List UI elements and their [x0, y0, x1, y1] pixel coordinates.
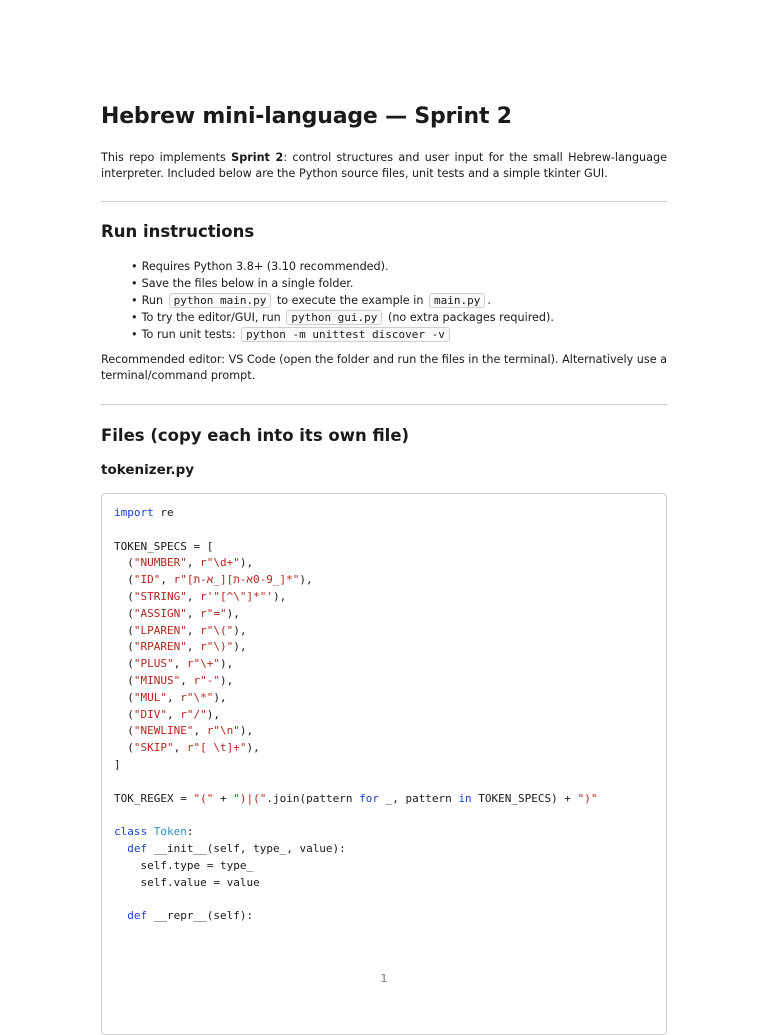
code-text: (: [114, 589, 134, 603]
code-text: ,: [167, 690, 181, 704]
code-text: __repr__(self):: [147, 909, 254, 923]
code-text: ),: [220, 657, 234, 671]
list-item-text: Save the files below in a single folder.: [141, 277, 354, 290]
code-text: __init__(self, type_, value):: [147, 841, 346, 855]
intro-bold: Sprint 2: [231, 151, 284, 164]
intro-text-post: : control structures and user input for the small Hebrew-language interpreter. Included below are the Python source files, unit tests and a simple tkinter GUI.: [101, 151, 667, 180]
code-keyword: in: [458, 791, 472, 805]
code-string: r"[ \t]+": [186, 741, 247, 755]
code-content: [114, 505, 598, 925]
code-line: [114, 724, 253, 737]
code-text: ),: [239, 724, 254, 738]
code-keyword: def: [127, 841, 148, 855]
page-number: 1: [380, 972, 388, 985]
code-text: ),: [233, 623, 247, 637]
code-line: [114, 842, 346, 855]
code-text: ,: [186, 640, 201, 654]
code-string: "NUMBER": [133, 556, 187, 570]
code-string: "STRING": [133, 589, 187, 603]
code-text: ,: [173, 741, 187, 755]
divider: [101, 404, 667, 405]
inline-code: main.py: [429, 293, 485, 308]
code-text: ),: [272, 589, 287, 603]
code-string: "PLUS": [133, 657, 174, 671]
code-text: ),: [219, 673, 234, 687]
list-item: • Run python main.py to execute the example in main.py .: [131, 294, 491, 307]
code-line: [114, 556, 253, 569]
code-text: TOKEN_SPECS) +: [471, 791, 578, 805]
code-string: "SKIP": [133, 741, 174, 755]
code-line: [114, 825, 194, 838]
code-text: self.value = value: [114, 875, 260, 889]
code-block: [101, 493, 667, 1035]
code-text: ,: [167, 707, 181, 721]
code-text: TOKEN_SPECS = [: [114, 539, 214, 553]
code-text: (: [114, 741, 134, 755]
code-text: (: [114, 573, 134, 587]
page-title: Hebrew mini-language — Sprint 2: [101, 104, 512, 129]
code-class-name: Token: [153, 825, 187, 839]
list-item: • To run unit tests: python -m unittest discover -v: [131, 326, 554, 343]
inline-code: python main.py: [169, 293, 272, 308]
code-string: "RPAREN": [133, 640, 187, 654]
code-text: ,: [186, 556, 201, 570]
code-text: ),: [239, 556, 254, 570]
code-string: r'"[^\"]*"': [200, 589, 273, 603]
run-instructions-list: [131, 258, 554, 343]
file-name-heading: tokenizer.py: [101, 462, 195, 478]
code-text: re: [153, 506, 174, 519]
code-line: [114, 590, 286, 603]
code-line: [114, 640, 246, 653]
code-string: r"\)": [200, 640, 234, 654]
code-string: r"/": [180, 707, 207, 721]
intro-paragraph: [101, 150, 667, 182]
code-text: ),: [226, 606, 240, 620]
inline-code: python gui.py: [286, 310, 382, 325]
code-line: [114, 792, 598, 805]
code-string: "ASSIGN": [133, 606, 187, 620]
code-text: ,: [173, 657, 187, 671]
list-item: • Save the files below in a single folder.: [131, 277, 354, 290]
files-heading: Files (copy each into its own file): [101, 426, 410, 445]
code-text: self.type = type_: [114, 858, 254, 872]
code-string: "MINUS": [133, 673, 181, 687]
code-line: [114, 741, 260, 754]
list-item: • Requires Python 3.8+ (3.10 recommended).: [131, 260, 389, 273]
list-item-text: Requires Python 3.8+ (3.10 recommended).: [141, 260, 389, 273]
code-text: (: [114, 623, 134, 637]
code-string: ")": [577, 791, 598, 805]
list-item-text: .: [487, 294, 491, 307]
code-keyword: def: [127, 909, 148, 923]
code-string: r"\d+": [200, 556, 240, 570]
code-line: [114, 708, 220, 721]
inline-code: python -m unittest discover -v: [241, 327, 450, 342]
code-text: :: [186, 825, 194, 839]
code-keyword: for: [359, 791, 379, 805]
code-text: [147, 825, 154, 838]
code-text: ),: [206, 707, 220, 721]
code-string: r"=": [200, 606, 227, 620]
code-text: ]: [114, 757, 121, 771]
code-text: ),: [213, 690, 227, 704]
code-text: (: [114, 556, 134, 570]
code-text: ,: [186, 589, 201, 603]
code-text: ),: [246, 741, 260, 755]
code-string: ")|(": [233, 791, 267, 805]
list-item-text: To run unit tests:: [141, 328, 240, 341]
intro-text-pre: This repo implements: [101, 151, 232, 164]
code-line: [114, 674, 233, 687]
list-item-text: to execute the example in: [273, 294, 427, 307]
code-line: [114, 607, 240, 620]
code-line: [114, 758, 121, 771]
list-item: • To try the editor/GUI, run python gui.py (no extra packages required).: [131, 311, 554, 324]
code-string: "LPAREN": [133, 623, 187, 637]
code-line: [114, 859, 253, 872]
code-text: (: [114, 673, 134, 687]
run-instructions-heading: Run instructions: [101, 222, 255, 241]
code-string: "MUL": [133, 690, 167, 704]
code-string: r"\(": [200, 623, 234, 637]
code-line: [114, 573, 313, 586]
code-keyword: class: [114, 825, 148, 839]
code-text: ),: [299, 573, 313, 587]
divider: [101, 201, 667, 202]
list-item-text: To try the editor/GUI, run: [141, 311, 285, 324]
code-text: ),: [233, 640, 247, 654]
code-line: [114, 657, 233, 670]
code-text: ,: [186, 606, 201, 620]
code-text: ,: [186, 623, 201, 637]
code-keyword: import: [114, 506, 154, 519]
code-string: r"\+": [186, 657, 220, 671]
code-string: "DIV": [133, 707, 167, 721]
code-text: TOK_REGEX =: [114, 791, 194, 805]
code-string: "(": [193, 791, 214, 805]
code-text: (: [114, 606, 134, 620]
code-text: _, pattern: [378, 791, 459, 805]
code-string: r"\*": [180, 690, 214, 704]
code-text: (: [114, 640, 134, 654]
code-line: [114, 876, 260, 889]
code-line: [114, 540, 213, 553]
editor-recommendation: Recommended editor: VS Code (open the folder and run the files in the terminal). Alternatively use a terminal/command prompt.: [101, 353, 667, 382]
code-text: [114, 909, 127, 922]
code-line: [114, 909, 253, 922]
code-text: ,: [180, 673, 194, 687]
code-string: "NEWLINE": [133, 724, 194, 738]
code-text: +: [213, 791, 234, 805]
code-string: r"\n": [206, 724, 240, 738]
code-string: "ID": [133, 573, 161, 587]
code-string: r"-": [193, 673, 220, 687]
code-text: [114, 842, 127, 855]
code-text: .join(pattern: [266, 791, 360, 805]
list-item-text: Run: [141, 294, 167, 307]
code-line: [114, 691, 227, 704]
code-line: [114, 624, 246, 637]
code-text: ,: [193, 724, 207, 738]
code-line: [114, 506, 174, 519]
code-text: ,: [160, 573, 174, 587]
code-text: (: [114, 707, 134, 721]
code-text: (: [114, 657, 134, 671]
list-item-text: (no extra packages required).: [384, 311, 554, 324]
code-text: (: [114, 690, 134, 704]
code-string: r"[א-ת_][0-9א-ת_]*": [173, 573, 300, 587]
code-text: (: [114, 724, 134, 738]
